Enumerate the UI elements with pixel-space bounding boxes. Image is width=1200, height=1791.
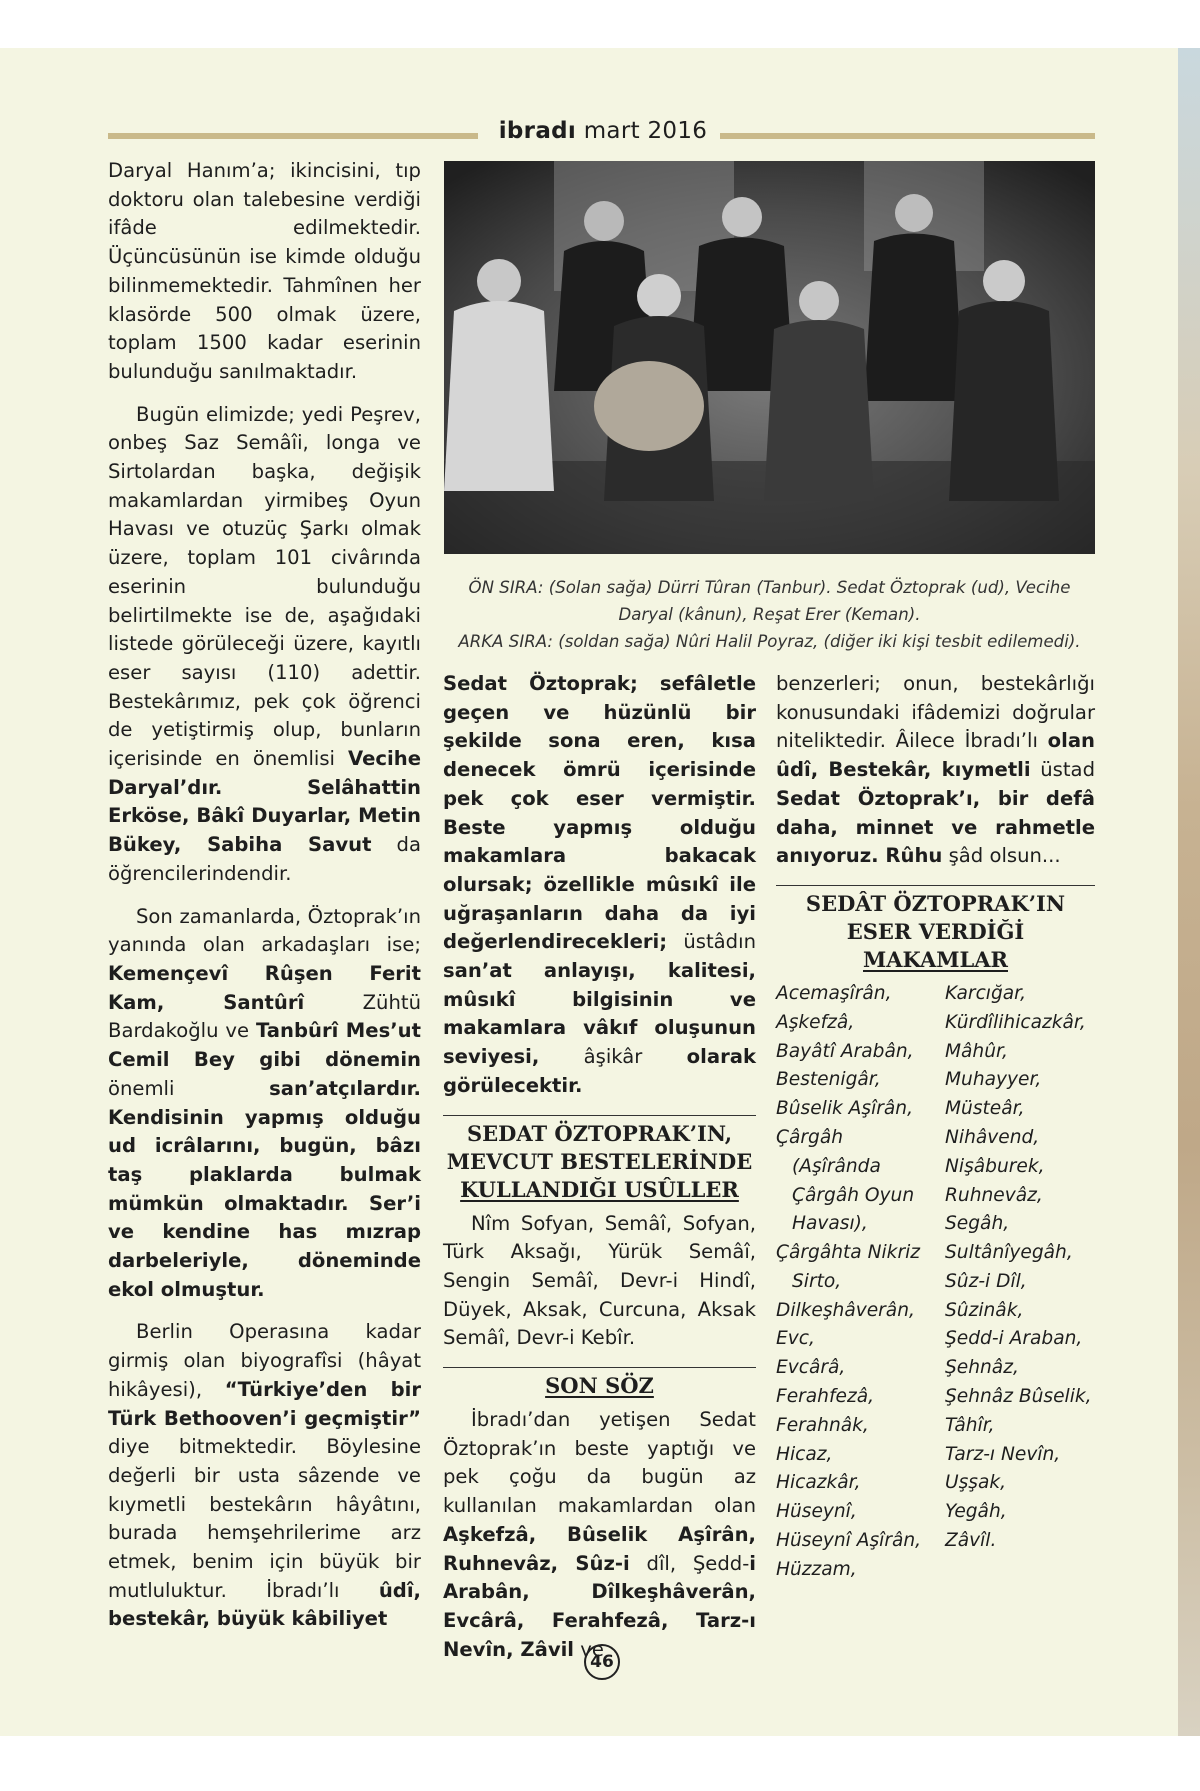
masthead: [488, 118, 718, 144]
makam-list-col-1: [776, 980, 934, 1585]
makam-item: Havası),: [792, 1213, 868, 1235]
photo-caption: [444, 574, 1095, 655]
makam-item: Evcârâ,: [776, 1357, 846, 1379]
group-photo-illustration: [444, 161, 1095, 554]
makam-item: Ferahfezâ,: [776, 1386, 875, 1408]
makam-item: Sirto,: [792, 1270, 842, 1292]
makam-item: Sultânîyegâh,: [945, 1242, 1073, 1264]
usul-list-text: Nîm Sofyan, Semâî, Sofyan, Türk Aksağı, Yürük Semâî, Sengin Semâî, Devr-i Hindî, Düyek, Aksak, Curcuna, Aksak Semâî, Devr-i Kebîr.: [443, 1211, 756, 1350]
usul-heading: SEDAT ÖZTOPRAK’IN, MEVCUT BESTELERİNDE KULLANDIĞI USÛLLER: [443, 1115, 756, 1204]
makam-item: Hicaz,: [776, 1443, 833, 1465]
text-column-1: [108, 157, 421, 1648]
makam-item: Şedd-i Araban,: [945, 1328, 1083, 1350]
paragraph: Son zamanlarda, Öztoprak’ın yanında olan arkadaşları ise; Kemençevî Rûşen Ferit Kam, Santûrî Zühtü Bardakoğlu ve Tanbûrî Mes’ut Cemil Bey gibi dönemin önemli san’atçılardır. Kendisinin yapmış olduğu ud icrâlarını, bugün, bâzı taş plaklarda bulmak mümkün olmaktadır. Ser’i ve kendine has mızrap darbeleriyle, döneminde ekol olmuştur.: [108, 904, 421, 1301]
makam-list: [776, 980, 1095, 1585]
makam-heading: SEDÂT ÖZTOPRAK’IN ESER VERDİĞİ MAKAMLAR: [776, 885, 1095, 974]
makam-item: Çârgâh Oyun: [792, 1184, 915, 1206]
masthead-issue: mart 2016: [583, 118, 708, 144]
makam-item: Ferahnâk,: [776, 1414, 869, 1436]
makam-item: Muhayyer,: [945, 1069, 1042, 1091]
text-column-3: [776, 670, 1095, 1585]
makam-item: Bestenigâr,: [776, 1069, 881, 1091]
makam-item: Şehnâz Bûselik,: [945, 1386, 1092, 1408]
makam-item: Hüseynî,: [776, 1501, 857, 1523]
makam-item: Çârgâh: [776, 1126, 844, 1148]
makam-item: Hüseynî Aşîrân,: [776, 1530, 922, 1552]
makam-list-col-2: [945, 980, 1095, 1585]
caption-back-row: ARKA SIRA: (soldan sağa) Nûri Halil Poyraz, (diğer iki kişi tesbit edilemedi).: [458, 632, 1081, 651]
makam-item: Sûz-i Dîl,: [945, 1270, 1027, 1292]
makam-item: Bûselik Aşîrân,: [776, 1098, 913, 1120]
makam-item: Uşşak,: [945, 1472, 1007, 1494]
makam-item: Mâhûr,: [945, 1040, 1008, 1062]
makam-item: Sûzinâk,: [945, 1299, 1024, 1321]
makam-item: Aşkefzâ,: [776, 1011, 855, 1033]
makam-item: Şehnâz,: [945, 1357, 1019, 1379]
page-number: 46: [584, 1644, 620, 1680]
makam-item: Nihâvend,: [945, 1126, 1040, 1148]
makam-item: Kürdîlihicazkâr,: [945, 1011, 1086, 1033]
header-rule-right: [720, 133, 1095, 139]
text-column-2: [443, 670, 756, 1678]
masthead-brand: ibradı: [498, 118, 577, 144]
makam-item: Zâvîl.: [945, 1530, 997, 1552]
makam-item: Acemaşîrân,: [776, 982, 892, 1004]
makam-item: Evc,: [776, 1328, 815, 1350]
makam-item: (Aşîrânda: [792, 1155, 881, 1177]
paragraph: Sedat Öztoprak; sefâletle geçen ve hüzünlü bir şekilde sona eren, kısa denecek ömrü içerisinde pek çok eser vermiştir. Beste yapmış olduğu makamlara bakacak olursak; özellikle mûsıkî ile uğraşanların daha da iyi değerlendirecekleri; üstâdın san’at anlayışı, kalitesi, mûsıkî bilgisinin ve makamlara vâkıf oluşunun seviyesi, âşikâr olarak görülecektir.: [443, 672, 756, 1097]
makam-item: Hicazkâr,: [776, 1472, 861, 1494]
paragraph: İbradı’dan yetişen Sedat Öztoprak’ın beste yaptığı ve pek çoğu da bugün az kullanılan makamlardan olan Aşkefzâ, Bûselik Aşîrân, Ruhnevâz, Sûz-i dîl, Şedd-i Arabân, Dîlkeşhâverân, Evcârâ, Ferahfezâ, Tarz-ı Nevîn, Zâvil ve: [443, 1408, 756, 1661]
paragraph: Daryal Hanım’a; ikincisini, tıp doktoru olan talebesine verdiği ifâde edilmektedir. Üçüncüsünün ise kimde olduğu bilinmemektedir. Tahmînen her klasörde 500 olmak üzere, toplam 1500 kadar eserinin bulunduğu sanılmaktadır.: [108, 159, 421, 383]
header-rule-left: [108, 133, 478, 139]
makam-item: Yegâh,: [945, 1501, 1007, 1523]
son-soz-heading: SON SÖZ: [443, 1367, 756, 1400]
makam-item: Müsteâr,: [945, 1098, 1025, 1120]
paragraph: benzerleri; onun, bestekârlığı konusundaki ifâdemizi doğrular niteliktedir. Âilece İbradı’lı olan ûdî, Bestekâr, kıymetli üstad Sedat Öztoprak’ı, bir defâ daha, minnet ve rahmetle anıyoruz. Rûhu şâd olsun...: [776, 672, 1096, 868]
makam-item: Ruhnevâz,: [945, 1184, 1043, 1206]
makam-item: Bayâtî Arabân,: [776, 1040, 914, 1062]
caption-front-row: ÖN SIRA: (Solan sağa) Dürri Tûran (Tanbur). Sedat Öztoprak (ud), Vecihe Daryal (kânun), Reşat Erer (Keman).: [468, 578, 1071, 624]
next-page-edge: [1178, 48, 1200, 1736]
makam-item: Segâh,: [945, 1213, 1010, 1235]
makam-item: Karcığar,: [945, 982, 1027, 1004]
group-photo: [444, 161, 1095, 554]
paragraph: Bugün elimizde; yedi Peşrev, onbeş Saz Semâîi, longa ve Sirtolardan başka, değişik makamlardan yirmibeş Oyun Havası ve otuzüç Şarkı olmak üzere, toplam 101 civârında eserinin bulunduğu belirtilmekte ise de, aşağıdaki listede görüleceği üzere, kayıtlı eser sayısı (110) adettir. Bestekârımız, pek çok öğrenci de yetiştirmiş olup, bunların içerisinde en önemlisi Vecihe Daryal’dır. Selâhattin Erköse, Bâkî Duyarlar, Metin Bükey, Sabiha Savut da öğrencilerindendir.: [108, 402, 421, 885]
makam-item: Nişâburek,: [945, 1155, 1045, 1177]
makam-item: Tâhîr,: [945, 1414, 995, 1436]
paragraph: Berlin Operasına kadar girmiş olan biyografîsi (hâyat hikâyesi), “Türkiye’den bir Türk Bethooven’i geçmiştir” diye bitmektedir. Böylesine değerli bir usta sâzende ve kıymetli bestekârın hâyâtını, burada hemşehrilerime arz etmek, benim için büyük bir mutluluktur. İbradı’lı ûdî, bestekâr, büyük kâbiliyet: [108, 1320, 422, 1631]
makam-item: Çârgâhta Nikriz: [776, 1242, 921, 1264]
makam-item: Dilkeşhâverân,: [776, 1299, 915, 1321]
makam-item: Hüzzam,: [776, 1558, 857, 1580]
makam-item: Tarz-ı Nevîn,: [945, 1443, 1061, 1465]
